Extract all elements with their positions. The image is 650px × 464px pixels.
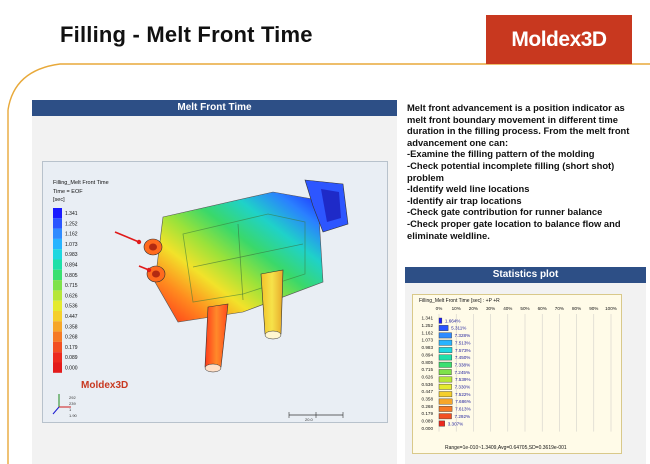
percent-tick: 30% (485, 306, 496, 311)
legend-value: 0.268 (65, 334, 78, 341)
legend-swatch (53, 352, 62, 362)
percent-tick: 80% (571, 306, 582, 311)
statistics-plot (412, 294, 622, 454)
percent-tick: 70% (554, 306, 565, 311)
stat-bar (439, 325, 448, 330)
legend-swatch (53, 290, 62, 300)
stat-bar (439, 369, 451, 374)
legend-value: 0.983 (65, 252, 78, 259)
stat-bar-label: 7.573% (455, 347, 471, 353)
stat-bar (439, 362, 452, 367)
bullet-2: -Check potential incomplete filling (short shot) problem (407, 159, 615, 183)
legend-value: 0.179 (65, 344, 78, 351)
bullet-6: -Check proper gate location to balance flow and eliminate weldline. (407, 217, 621, 241)
stats-plot-title: Filling_Melt Front Time [sec] : +P +R (419, 298, 500, 304)
part-tube-left (205, 304, 228, 371)
result-title: Filling_Melt Front Time (53, 180, 109, 186)
row-value: 0.089 (421, 418, 433, 424)
legend-value: 0.805 (65, 272, 78, 279)
percent-tick: 20% (468, 306, 479, 311)
percent-tick: 40% (503, 306, 513, 311)
stat-bar (439, 421, 445, 426)
percent-tick: 10% (451, 306, 461, 311)
stat-bar (439, 392, 452, 397)
page-title: Filling - Melt Front Time (60, 22, 313, 47)
stat-bar (439, 347, 452, 352)
legend-swatch (53, 260, 62, 270)
bullet-4: -Identify air trap locations (407, 194, 522, 206)
gate-marker (137, 240, 141, 244)
legend-swatch (53, 342, 62, 352)
row-value: 1.073 (421, 337, 433, 343)
stat-bar-label: 7.522% (454, 391, 471, 397)
legend-value: 1.073 (65, 241, 78, 248)
legend-swatch (53, 229, 62, 239)
part-boss-hole (152, 271, 160, 278)
stat-bar (439, 377, 452, 382)
percent-tick: 0% (435, 306, 443, 311)
stat-bar (439, 355, 452, 360)
stat-bar (439, 333, 452, 338)
legend-swatch (53, 301, 62, 311)
legend-value: 1.252 (65, 221, 78, 228)
description-text (407, 102, 635, 241)
bullet-5: -Check gate contribution for runner balance (407, 206, 603, 218)
row-value: 0.000 (421, 425, 433, 431)
legend-swatch (53, 249, 62, 259)
stat-4: 1.90 (69, 413, 77, 418)
legend-value: 0.358 (65, 324, 78, 331)
stat-bar-label: 1.664% (444, 318, 461, 324)
legend-swatch (53, 239, 62, 249)
row-value: 0.447 (421, 389, 433, 395)
legend-value: 0.715 (65, 283, 78, 290)
row-value: 0.626 (421, 374, 433, 380)
stat-bar (439, 318, 442, 323)
result-viewer (42, 161, 388, 423)
legend-value: 0.626 (65, 293, 78, 300)
legend-swatch (53, 363, 62, 373)
legend-swatch (53, 218, 62, 228)
stat-bar (439, 406, 452, 411)
legend-value: 0.000 (65, 365, 78, 372)
row-value: 1.252 (421, 323, 433, 329)
logo-text: Moldex3D (511, 27, 607, 51)
stat-3: 1 (69, 407, 72, 412)
legend-swatch (53, 321, 62, 331)
row-value: 0.268 (421, 403, 433, 409)
scale-label: 20.0 (305, 417, 313, 422)
time-label: Time = EOF (53, 189, 83, 195)
stat-bar-label: 7.292% (454, 413, 471, 419)
stat-bar (439, 414, 452, 419)
bullet-3: -Identify weld line locations (407, 183, 530, 195)
description-paragraph: Melt front advancement is a position indicator as melt front boundary movement in different time duration in the filling process. From the melt front advancement one can: (407, 102, 630, 148)
stat-bar-label: 7.328% (454, 333, 471, 339)
legend-swatch (53, 311, 62, 321)
stat-bar-label: 5.311% (451, 325, 467, 331)
legend-swatch (53, 208, 62, 218)
viewer-logo: Moldex3D (81, 380, 129, 391)
axis-z (53, 407, 59, 414)
stat-bar-label: 3.307% (447, 421, 464, 427)
row-value: 0.715 (421, 367, 433, 373)
unit-label: [sec] (53, 197, 65, 203)
stat-bar-label: 7.513% (454, 340, 471, 346)
row-value: 0.358 (421, 396, 433, 402)
legend-value: 0.089 (65, 355, 78, 362)
stat-bar-label: 7.330% (454, 384, 471, 390)
legend-value: 1.341 (65, 211, 78, 217)
brand-logo (486, 15, 632, 64)
row-value: 0.536 (421, 381, 433, 387)
row-value: 1.341 (421, 315, 433, 321)
stat-bar-label: 7.686% (455, 399, 471, 405)
row-value: 0.805 (421, 359, 433, 365)
stat-1: 292 (69, 395, 76, 400)
stat-bar-label: 7.245% (454, 369, 471, 375)
row-value: 0.179 (421, 411, 433, 417)
legend-value: 0.894 (65, 262, 78, 269)
tube-end (205, 364, 221, 372)
percent-tick: 50% (520, 306, 530, 311)
bullet-1: -Examine the filling pattern of the molding (407, 148, 595, 160)
stat-bar-label: 7.539% (454, 377, 471, 383)
part-tube-right (261, 270, 283, 337)
stats-bars (413, 295, 623, 455)
gate-marker (147, 268, 151, 272)
statistics-panel-header: Statistics plot (405, 267, 646, 283)
stat-bar (439, 384, 452, 389)
row-value: 1.162 (421, 330, 433, 336)
legend-value: 0.447 (65, 314, 78, 320)
row-value: 0.894 (421, 352, 433, 358)
stat-2: 239 (69, 401, 76, 406)
part-boss-hole (149, 244, 157, 251)
legend-swatch (53, 280, 62, 290)
row-value: 0.983 (421, 345, 433, 351)
legend-swatch (53, 270, 62, 280)
stat-bar (439, 340, 452, 345)
percent-tick: 60% (537, 306, 547, 311)
stat-bar-label: 7.450% (454, 355, 471, 361)
percent-tick: 90% (589, 306, 599, 311)
melt-front-panel-header: Melt Front Time (32, 100, 397, 116)
stat-bar-label: 7.613% (455, 406, 471, 412)
stat-bar-label: 7.338% (454, 362, 471, 368)
stats-range-text: Range=1e-010~1.3409,Avg=0.64705,SD=0.3619e-001 (445, 445, 567, 451)
gate-arrow (115, 232, 139, 242)
tube-end (265, 331, 281, 339)
legend-value: 1.162 (65, 231, 78, 238)
stat-bar (439, 399, 452, 404)
percent-tick: 100% (605, 306, 617, 311)
legend-value: 0.536 (65, 303, 78, 310)
legend-swatch (53, 332, 62, 342)
